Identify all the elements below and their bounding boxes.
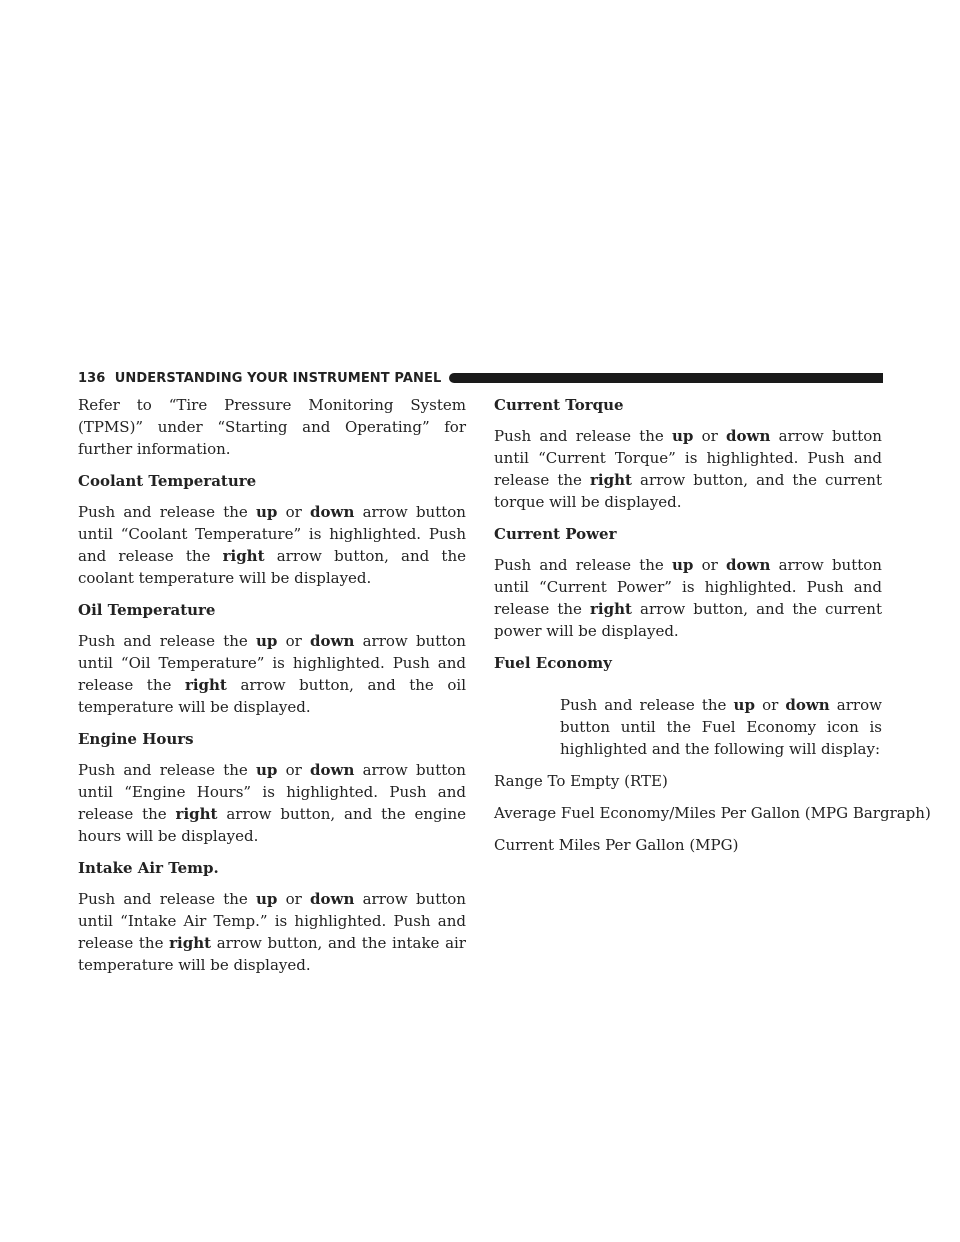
section-body-intake-air-temp: Push and release the up or down arrow button until “Intake Air Temp.” is highlighted. Push and release the right arrow button, and the intake air temperature will be displayed.: [78, 890, 466, 974]
section-body-current-power: Push and release the up or down arrow button until “Current Power” is highlighted. Push and release the right arrow button, and the current power will be displayed.: [494, 556, 882, 640]
section-heading-current-power: Current Power: [494, 525, 617, 543]
page-number: 136: [78, 370, 106, 386]
section-body-current-torque: Push and release the up or down arrow button until “Current Torque” is highlighted. Push and release the right arrow button, and the current torque will be displayed.: [494, 427, 882, 511]
section-heading-engine-hours: Engine Hours: [78, 730, 194, 748]
section-body-coolant-temperature: Push and release the up or down arrow button until “Coolant Temperature” is highlighted. Push and release the right arrow button, and the coolant temperature will be displayed.: [78, 503, 467, 587]
intro-paragraph: Refer to “Tire Pressure Monitoring System (TPMS)” under “Starting and Operating” for further information.: [78, 396, 466, 458]
section-body-fuel-economy: Push and release the up or down arrow button until the Fuel Economy icon is highlighted and the following will display:: [560, 696, 882, 758]
list-item: Average Fuel Economy/Miles Per Gallon (MPG Bargraph): [494, 804, 931, 822]
header-rule: [449, 373, 883, 383]
section-heading-current-torque: Current Torque: [494, 396, 624, 414]
section-heading-coolant-temperature: Coolant Temperature: [78, 472, 257, 490]
page-header-text: [78, 371, 441, 386]
section-body-engine-hours: Push and release the up or down arrow button until “Engine Hours” is highlighted. Push and release the right arrow button, and the engine hours will be displayed.: [78, 761, 466, 845]
section-title: UNDERSTANDING YOUR INSTRUMENT PANEL: [114, 370, 442, 386]
list-item: Range To Empty (RTE): [494, 772, 668, 790]
section-heading-oil-temperature: Oil Temperature: [78, 601, 216, 619]
right-column: [494, 394, 931, 866]
section-body-oil-temperature: Push and release the up or down arrow button until “Oil Temperature” is highlighted. Push and release the right arrow button, and the oil temperature will be displayed.: [78, 632, 466, 716]
left-column: [78, 394, 466, 986]
section-heading-fuel-economy: Fuel Economy: [494, 654, 612, 672]
list-item: Current Miles Per Gallon (MPG): [494, 836, 739, 854]
section-heading-intake-air-temp: Intake Air Temp.: [78, 859, 219, 877]
page-header: [78, 369, 883, 387]
